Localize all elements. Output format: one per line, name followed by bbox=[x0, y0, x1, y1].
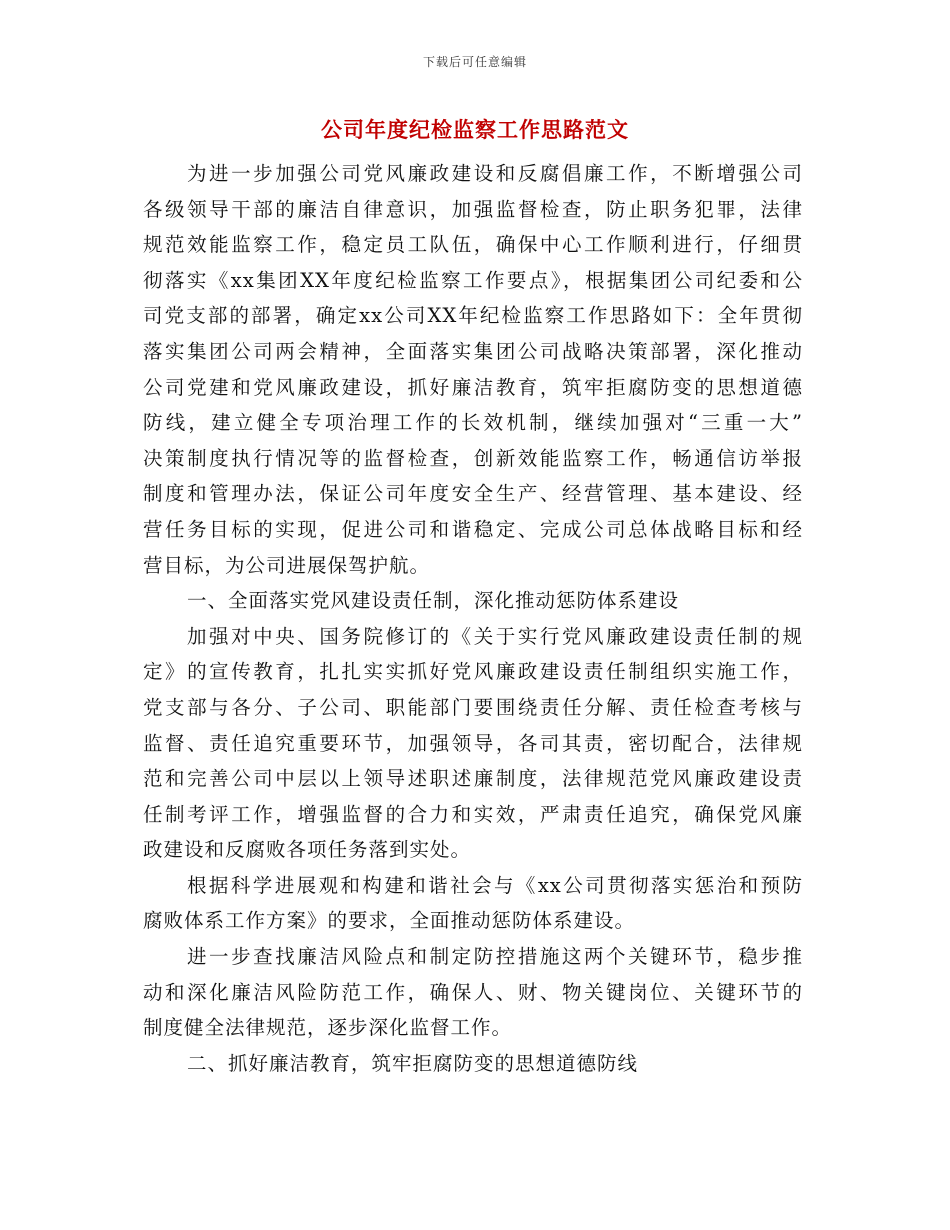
document-title: 公司年度纪检监察工作思路范文 bbox=[321, 118, 629, 142]
text-line: 落实集团公司两会精神，全面落实集团公司战略决策部署，深化推动 bbox=[143, 339, 803, 363]
text-line: 动和深化廉洁风险防范工作，确保人、财、物关键岗位、关键环节的 bbox=[143, 980, 803, 1004]
text-line: 腐败体系工作方案》的要求，全面推动惩防体系建设。 bbox=[143, 909, 636, 933]
text-line: 为进一步加强公司党风廉政建设和反腐倡廉工作，不断增强公司 bbox=[187, 162, 803, 185]
text-line: 营任务目标的实现，促进公司和谐稳定、完成公司总体战略目标和经 bbox=[143, 517, 803, 541]
text-line: 党支部与各分、子公司、职能部门要围绕责任分解、责任检查考核与 bbox=[143, 695, 803, 719]
text-line: 公司党建和党风廉政建设，抓好廉洁教育，筑牢拒腐防变的思想道德 bbox=[143, 375, 803, 399]
text-line: 防线，建立健全专项治理工作的长效机制，继续加强对“三重一大” bbox=[143, 411, 803, 435]
page-header: 下载后可任意编辑 bbox=[422, 55, 527, 69]
text-line: 范和完善公司中层以上领导述职述廉制度，法律规范党风廉政建设责 bbox=[143, 767, 803, 791]
text-line: 根据科学进展观和构建和谐社会与《xx公司贯彻落实惩治和预防 bbox=[187, 873, 803, 897]
text-line: 制度和管理办法，保证公司年度安全生产、经营管理、基本建设、经 bbox=[143, 482, 803, 506]
text-line: 规范效能监察工作，稳定员工队伍，确保中心工作顺利进行，仔细贯 bbox=[143, 233, 803, 257]
text-line: 营目标，为公司进展保驾护航。 bbox=[143, 553, 431, 577]
section-heading-1: 一、全面落实党风建设责任制，深化推动惩防体系建设 bbox=[187, 589, 680, 613]
text-line: 彻落实《xx集团XX年度纪检监察工作要点》，根据集团公司纪委和公 bbox=[143, 268, 803, 292]
text-line: 进一步查找廉洁风险点和制定防控措施这两个关键环节，稳步推 bbox=[187, 945, 803, 969]
document-body bbox=[143, 156, 803, 1081]
text-line: 政建设和反腐败各项任务落到实处。 bbox=[143, 838, 472, 862]
text-line: 监督、责任追究重要环节，加强领导，各司其责，密切配合，法律规 bbox=[143, 731, 803, 755]
section-heading-2: 二、抓好廉洁教育，筑牢拒腐防变的思想道德防线 bbox=[187, 1051, 639, 1075]
text-line: 司党支部的部署，确定xx公司XX年纪检监察工作思路如下：全年贯彻 bbox=[143, 304, 803, 328]
text-line: 决策制度执行情况等的监督检查，创新效能监察工作，畅通信访举报 bbox=[143, 446, 803, 470]
text-line: 定》的宣传教育，扎扎实实抓好党风廉政建设责任制组织实施工作， bbox=[143, 660, 803, 684]
text-line: 任制考评工作，增强监督的合力和实效，严肃责任追究，确保党风廉 bbox=[143, 802, 803, 826]
text-line: 加强对中央、国务院修订的《关于实行党风廉政建设责任制的规 bbox=[187, 624, 803, 648]
text-line: 各级领导干部的廉洁自律意识，加强监督检查，防止职务犯罪，法律 bbox=[143, 197, 803, 221]
text-line: 制度健全法律规范，逐步深化监督工作。 bbox=[143, 1016, 513, 1040]
